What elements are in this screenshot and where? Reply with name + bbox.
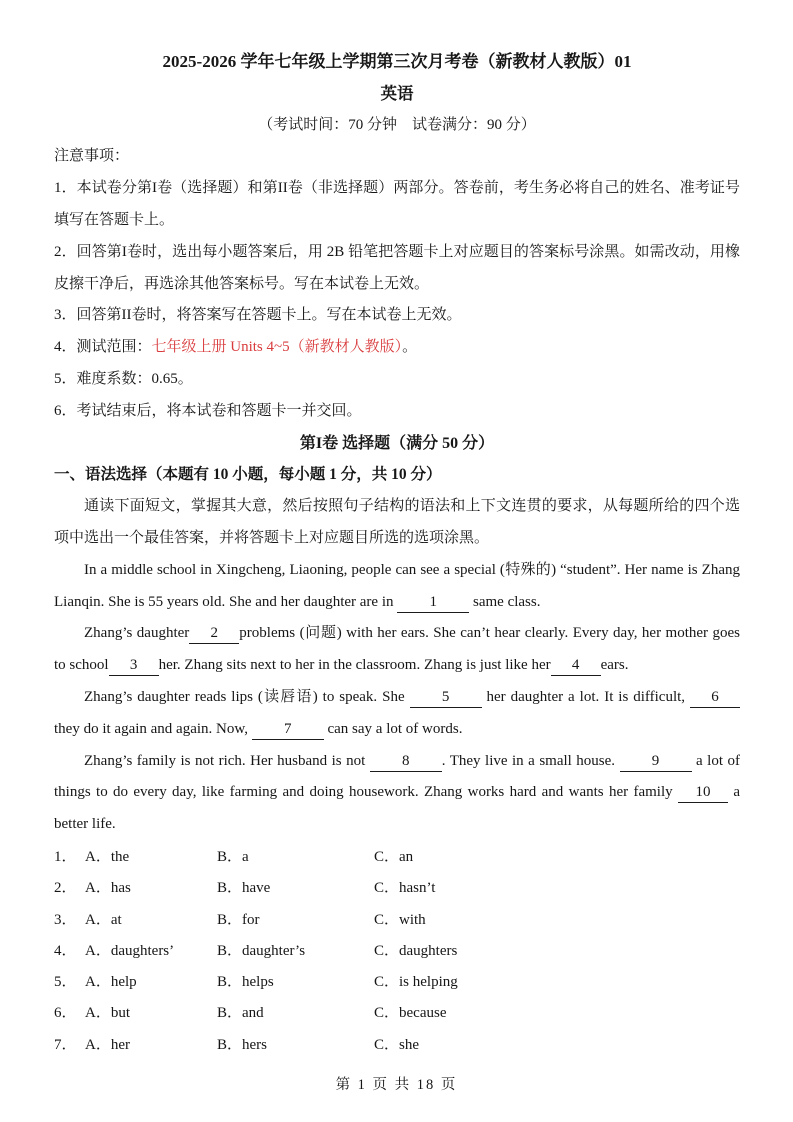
fill-blank-9: [620, 753, 692, 772]
passage-text: Zhang’s daughter: [84, 625, 190, 642]
option-c: C．daughters: [374, 942, 458, 959]
option-c: C．hasn’t: [374, 880, 436, 897]
option-b: B．and: [217, 1005, 264, 1022]
option-a: A．has: [85, 880, 131, 897]
part-instructions: 通读下面短文，掌握其大意，然后按照句子结构的语法和上下文连贯的要求，从每题所给的四个选项中选出一个最佳答案，并将答题卡上对应题目所选的选项涂黑。: [54, 498, 740, 546]
question-number: 1．: [54, 848, 77, 865]
page-title: 2025-2026 学年七年级上学期第三次月考卷（新教材人教版）01: [162, 52, 632, 71]
notices-heading: 注意事项：: [54, 148, 130, 165]
fill-blank-2: [189, 625, 239, 644]
volume-title: 第I卷 选择题（满分 50 分）: [299, 434, 495, 452]
option-b: B．a: [217, 848, 249, 865]
blank-number: 4: [571, 657, 580, 674]
option-c: C．an: [374, 848, 414, 865]
passage-paragraph-4: [54, 746, 740, 841]
option-a: A．daughters’: [85, 942, 175, 959]
option-b: B．helps: [217, 974, 274, 991]
option-b: B．have: [217, 880, 271, 897]
question-options-list: [54, 842, 740, 1061]
fill-blank-4: [551, 657, 601, 676]
part-title: 一、语法选择（本题有 10 小题，每小题 1 分，共 10 分）: [54, 466, 442, 484]
blank-number: 6: [711, 688, 719, 705]
notice-item-4: [54, 332, 740, 364]
fill-blank-8: [370, 753, 442, 772]
blank-number: 2: [210, 625, 219, 642]
passage-paragraph-1: [54, 555, 740, 619]
option-b: B．for: [217, 911, 260, 928]
question-row-5: [54, 967, 740, 998]
passage-text: they do it again and again. Now,: [54, 720, 252, 737]
question-row-2: [54, 873, 740, 904]
passage-text: a better life.: [54, 784, 740, 833]
passage-paragraph-2: [54, 618, 740, 682]
notice-item-2: 2．回答第I卷时，选出每小题答案后，用 2B 铅笔把答题卡上对应题目的答案标号涂黑。如需改动，用橡皮擦干净后，再选涂其他答案标号。写在本试卷上无效。: [54, 243, 740, 292]
passage-text: can say a lot of words.: [323, 720, 463, 737]
question-number: 7．: [54, 1036, 77, 1053]
blank-number: 10: [695, 784, 711, 801]
notice-item-6: 6．考试结束后，将本试卷和答题卡一并交回。: [54, 402, 362, 419]
passage-paragraph-3: [54, 682, 740, 746]
passage-text: Zhang’s daughter reads lips (读唇语) to speak. She: [84, 688, 410, 705]
notice-item-4-prefix: 4．测试范围：: [54, 339, 152, 356]
option-c: C．is helping: [374, 974, 458, 991]
question-number: 3．: [54, 911, 77, 928]
passage-text: Zhang’s family is not rich. Her husband is not: [84, 752, 370, 769]
option-a: A．at: [85, 911, 122, 928]
passage-text: her. Zhang sits next to her in the classroom. Zhang is just like her: [158, 657, 551, 674]
fill-blank-3: [109, 657, 159, 676]
question-row-3: [54, 905, 740, 936]
blank-number: 9: [651, 752, 660, 769]
fill-blank-1: [397, 594, 469, 613]
passage-text: a lot of things to do every day, like farming and doing housework. Zhang works hard and wants her family: [54, 752, 740, 801]
fill-blank-6: [690, 689, 740, 708]
question-row-6: [54, 998, 740, 1029]
notice-item-4-suffix: 。: [402, 339, 418, 356]
option-b: B．hers: [217, 1036, 267, 1053]
blank-number: 1: [429, 593, 437, 610]
blank-number: 7: [283, 720, 292, 737]
option-c: C．because: [374, 1005, 447, 1022]
passage-text: . They live in a small house.: [441, 752, 620, 769]
question-number: 5．: [54, 974, 77, 991]
notice-item-5: 5．难度系数：0.65。: [54, 370, 193, 387]
question-number: 2．: [54, 880, 77, 897]
option-c: C．with: [374, 911, 426, 928]
blank-number: 3: [129, 657, 138, 674]
notice-item-4-test-range: 七年级上册 Units 4~5（新教材人教版）: [151, 339, 403, 356]
blank-number: 8: [402, 752, 410, 769]
page-number: 第 1 页 共 18 页: [335, 1077, 458, 1093]
option-a: A．help: [85, 974, 137, 991]
question-row-7: [54, 1030, 740, 1061]
question-row-4: [54, 936, 740, 967]
option-a: A．but: [85, 1005, 131, 1022]
question-number: 4．: [54, 942, 77, 959]
passage-text: same class.: [469, 593, 541, 610]
option-a: A．the: [85, 848, 130, 865]
exam-info: （考试时间：70 分钟 试卷满分：90 分）: [258, 116, 536, 133]
option-c: C．she: [374, 1036, 420, 1053]
fill-blank-7: [252, 721, 324, 740]
passage-text: her daughter a lot. It is difficult,: [481, 688, 691, 705]
notice-item-3: 3．回答第II卷时，将答案写在答题卡上。写在本试卷上无效。: [54, 307, 462, 324]
question-row-1: [54, 842, 740, 873]
fill-blank-5: [410, 689, 482, 708]
passage-text: problems (问题) with her ears. She can’t hear clearly. Every day, her mother goes to school: [54, 625, 741, 674]
notice-item-1: 1．本试卷分第I卷（选择题）和第II卷（非选择题）两部分。答卷前，考生务必将自己的姓名、准考证号填写在答题卡上。: [54, 180, 740, 228]
passage-text: ears.: [600, 657, 629, 674]
option-b: B．daughter’s: [217, 942, 306, 959]
option-a: A．her: [85, 1036, 130, 1053]
fill-blank-10: [678, 784, 728, 803]
subject-title: 英语: [380, 83, 414, 103]
question-number: 6．: [54, 1005, 77, 1022]
blank-number: 5: [441, 688, 450, 705]
passage-text: In a middle school in Xingcheng, Liaoning, people can see a special (特殊的) “student”. Her name is Zhang Lianqin. She is 55 years old. She and her daughter are in: [54, 561, 740, 610]
